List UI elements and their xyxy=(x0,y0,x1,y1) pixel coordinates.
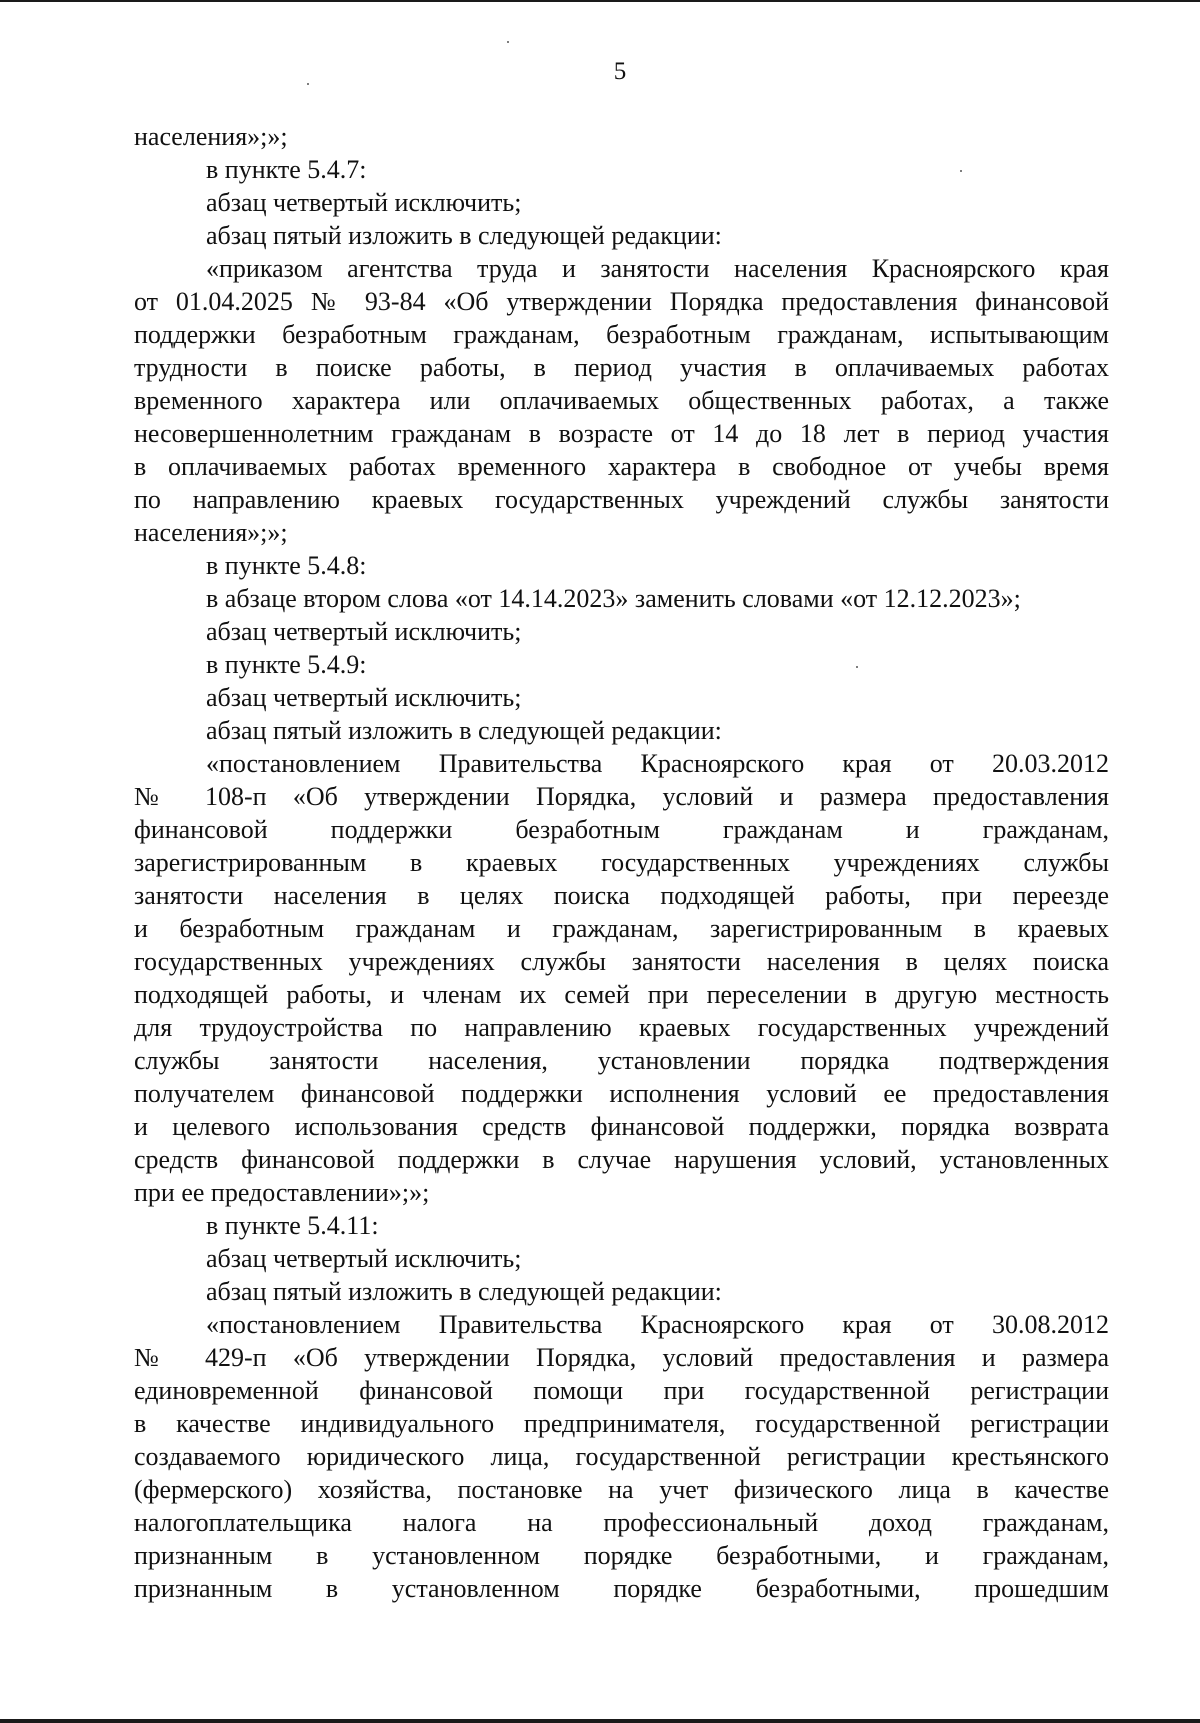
text-line: № 108-п «Об утверждении Порядка, условий и размера предоставления xyxy=(134,782,1109,811)
text-line: абзац пятый изложить в следующей редакции: xyxy=(206,716,722,745)
text-line: создаваемого юридического лица, государственной регистрации крестьянского xyxy=(134,1442,1109,1471)
scan-speck xyxy=(507,41,509,43)
text-line: трудности в поиске работы, в период участия в оплачиваемых работах xyxy=(134,353,1109,382)
text-line: при ее предоставлении»;»; xyxy=(134,1178,430,1207)
text-line: для трудоустройства по направлению краевых государственных учреждений xyxy=(134,1013,1109,1042)
text-line: в пункте 5.4.8: xyxy=(206,551,367,580)
text-line: абзац четвертый исключить; xyxy=(206,617,522,646)
text-line: службы занятости населения, установлении порядка подтверждения xyxy=(134,1046,1109,1075)
text-line: финансовой поддержки безработным гражданам и гражданам, xyxy=(134,815,1109,844)
text-line: государственных учреждениях службы занятости населения в целях поиска xyxy=(134,947,1109,976)
document-body xyxy=(134,120,1109,1605)
text-line: зарегистрированным в краевых государственных учреждениях службы xyxy=(134,848,1109,877)
text-line: в пункте 5.4.9: xyxy=(206,650,367,679)
text-line: получателем финансовой поддержки исполнения условий ее предоставления xyxy=(134,1079,1109,1108)
page-number: 5 xyxy=(613,58,627,85)
scan-bottom-edge xyxy=(0,1719,1200,1723)
text-line: несовершеннолетним гражданам в возрасте от 14 до 18 лет в период участия xyxy=(134,419,1109,448)
text-line: абзац пятый изложить в следующей редакции: xyxy=(206,1277,722,1306)
text-line: подходящей работы, и членам их семей при переселении в другую местность xyxy=(134,980,1109,1009)
text-line: и целевого использования средств финансовой поддержки, порядка возврата xyxy=(134,1112,1109,1141)
text-line: абзац четвертый исключить; xyxy=(206,683,522,712)
text-line: по направлению краевых государственных учреждений службы занятости xyxy=(134,485,1109,514)
text-line: в абзаце втором слова «от 14.14.2023» заменить словами «от 12.12.2023»; xyxy=(206,584,1021,613)
text-line: признанным в установленном порядке безработными, прошедшим xyxy=(134,1574,1109,1603)
text-line: единовременной финансовой помощи при государственной регистрации xyxy=(134,1376,1109,1405)
text-line: в пункте 5.4.7: xyxy=(206,155,367,184)
text-line: № 429-п «Об утверждении Порядка, условий предоставления и размера xyxy=(134,1343,1109,1372)
text-line: абзац четвертый исключить; xyxy=(206,188,522,217)
text-line: средств финансовой поддержки в случае нарушения условий, установленных xyxy=(134,1145,1109,1174)
text-line: абзац пятый изложить в следующей редакции: xyxy=(206,221,722,250)
text-line: «постановлением Правительства Красноярского края от 20.03.2012 xyxy=(206,749,1109,778)
text-line: от 01.04.2025 № 93-84 «Об утверждении Порядка предоставления финансовой xyxy=(134,287,1109,316)
scan-top-edge xyxy=(0,0,1200,2)
text-line: в оплачиваемых работах временного характера в свободное от учебы время xyxy=(134,452,1109,481)
text-line: поддержки безработным гражданам, безработным гражданам, испытывающим xyxy=(134,320,1109,349)
text-line: населения»;»; xyxy=(134,518,288,547)
scan-speck xyxy=(307,83,309,85)
text-line: «постановлением Правительства Красноярского края от 30.08.2012 xyxy=(206,1310,1109,1339)
text-line: населения»;»; xyxy=(134,122,288,151)
text-line: в пункте 5.4.11: xyxy=(206,1211,379,1240)
text-line: занятости населения в целях поиска подходящей работы, при переезде xyxy=(134,881,1109,910)
text-line: в качестве индивидуального предпринимателя, государственной регистрации xyxy=(134,1409,1109,1438)
text-line: налогоплательщика налога на профессиональный доход гражданам, xyxy=(134,1508,1109,1537)
text-line: и безработным гражданам и гражданам, зарегистрированным в краевых xyxy=(134,914,1109,943)
text-line: признанным в установленном порядке безработными, и гражданам, xyxy=(134,1541,1109,1570)
text-line: «приказом агентства труда и занятости населения Красноярского края xyxy=(206,254,1109,283)
text-line: (фермерского) хозяйства, постановке на учет физического лица в качестве xyxy=(134,1475,1109,1504)
text-line: временного характера или оплачиваемых общественных работах, а также xyxy=(134,386,1109,415)
text-line: абзац четвертый исключить; xyxy=(206,1244,522,1273)
